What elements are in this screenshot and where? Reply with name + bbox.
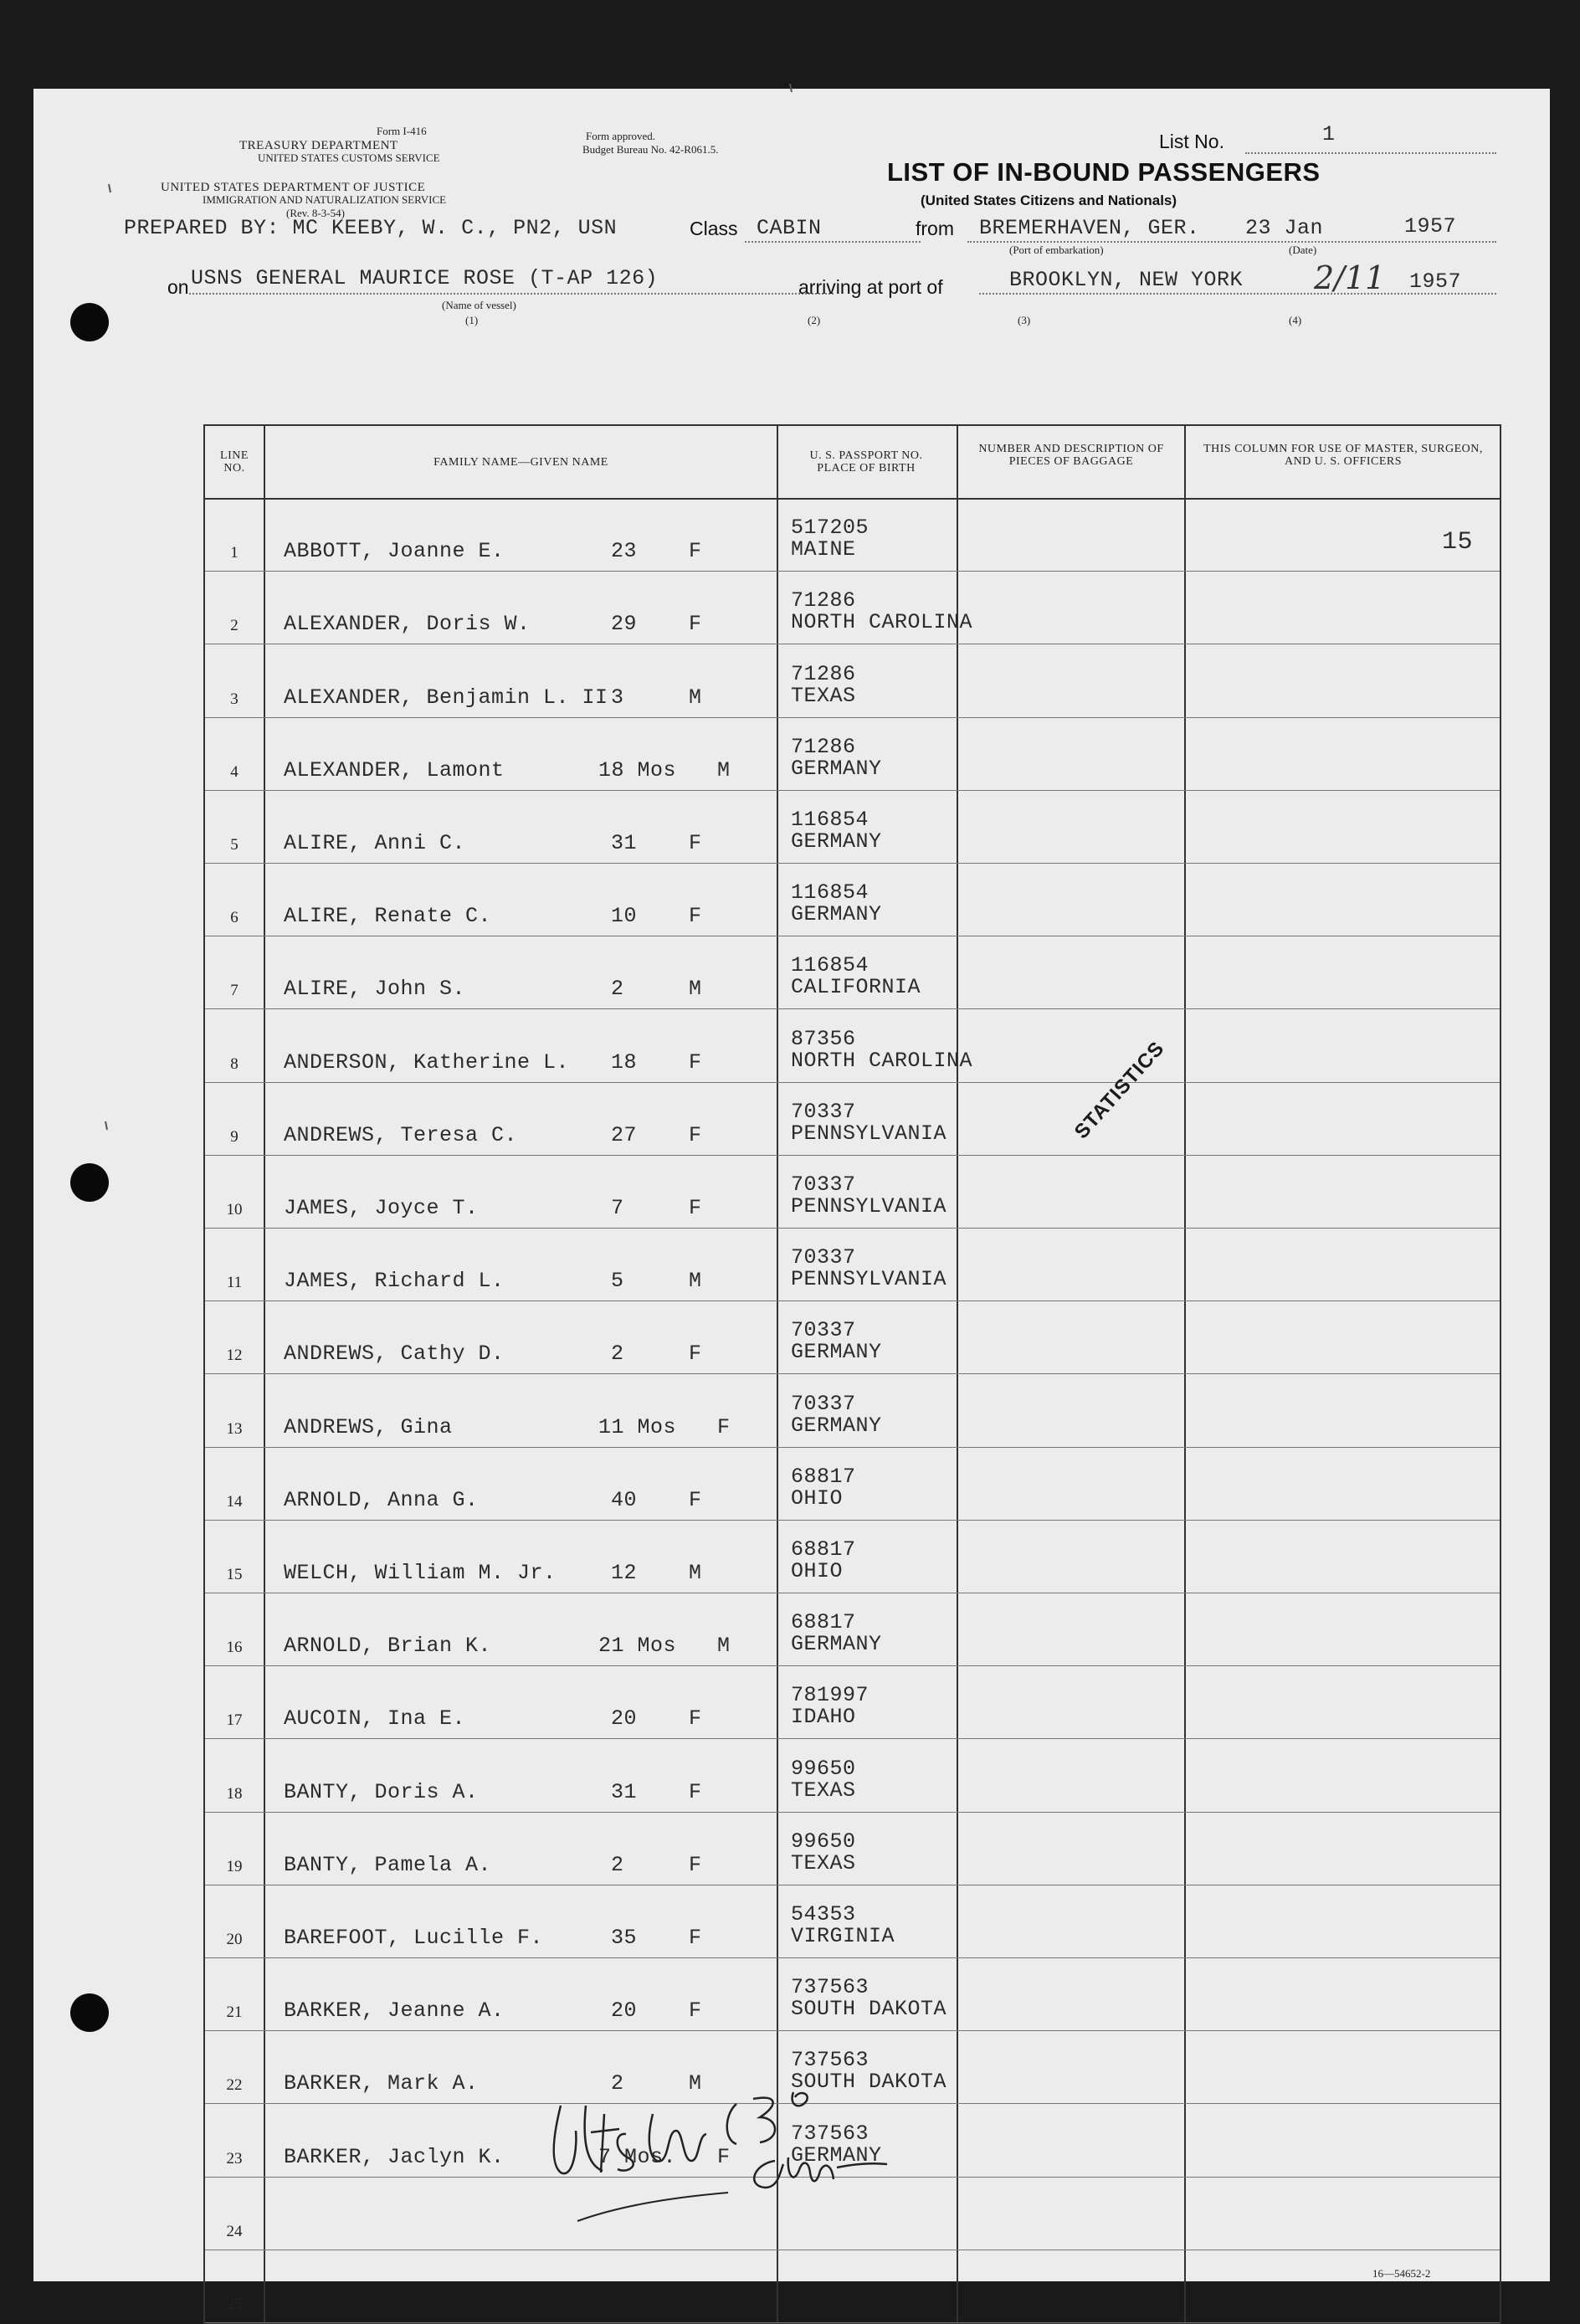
row-line-number: 25 [226,2295,243,2313]
passenger-sex: F [689,1706,702,1731]
col-header-line-no: LINE NO. [220,449,249,475]
passenger-name: BARKER, Jaclyn K. [284,2144,505,2169]
passenger-name: JAMES, Richard L. [284,1269,505,1294]
list-no-value: 1 [1322,122,1336,146]
passenger-sex: M [689,1560,702,1585]
place-of-birth: OHIO [791,1485,844,1511]
passenger-age: 27 [611,1122,638,1147]
passenger-age: 11 Mos [598,1414,677,1439]
passenger-age: 29 [611,612,638,637]
passport-number: 68817 [791,1464,856,1489]
passport-number: 70337 [791,1099,856,1124]
passport-number: 99650 [791,1756,856,1781]
place-of-birth: GERMANY [791,756,882,781]
place-of-birth: PENNSYLVANIA [791,1193,947,1218]
passenger-age: 40 [611,1487,638,1512]
row-line-number: 22 [226,2076,243,2095]
arriving-label: arriving at port of [798,276,943,298]
row-line-number: 15 [226,1565,243,1583]
passenger-name: ANDERSON, Katherine L. [284,1049,570,1075]
passenger-age: 18 Mos [598,757,677,782]
passenger-sex: F [689,612,702,637]
passenger-name: BARKER, Jeanne A. [284,1998,505,2024]
passenger-age: 2 [611,1852,624,1877]
row-line-number: 4 [230,762,239,781]
page-title: LIST OF IN-BOUND PASSENGERS [887,157,1321,187]
col-header-passport: U. S. PASSPORT NO. PLACE OF BIRTH [809,449,923,475]
passenger-name: ABBOTT, Joanne E. [284,539,505,564]
row-line-number: 14 [226,1492,243,1511]
place-of-birth: TEXAS [791,683,856,708]
place-of-birth: SOUTH DAKOTA [791,1997,947,2022]
row-line-number: 19 [226,1857,243,1875]
passport-number: 70337 [791,1245,856,1270]
passenger-sex: M [717,1634,731,1659]
place-of-birth: TEXAS [791,1778,856,1803]
budget-bureau: Budget Bureau No. 42-R061.5. [582,143,719,156]
row-line-number: 2 [230,617,239,635]
passenger-age: 18 [611,1049,638,1075]
passenger-name: ARNOLD, Anna G. [284,1487,479,1512]
passenger-name: ARNOLD, Brian K. [284,1634,492,1659]
passenger-sex: F [689,1049,702,1075]
passenger-age: 2 [611,977,624,1002]
row-line-number: 10 [226,1200,243,1218]
passenger-name: ALEXANDER, Doris W. [284,612,531,637]
embarkation-date: 23 Jan [1245,216,1324,240]
passenger-sex: M [689,2071,702,2096]
passenger-sex: M [689,685,702,710]
passenger-name: WELCH, William M. Jr. [284,1560,557,1585]
passenger-age: 3 [611,685,624,710]
passport-number: 68817 [791,1610,856,1635]
passenger-age: 21 Mos [598,1634,677,1659]
passenger-name: BANTY, Doris A. [284,1779,479,1804]
passenger-name: ALEXANDER, Lamont [284,757,505,782]
passenger-name: ANDREWS, Gina [284,1414,453,1439]
passenger-name: JAMES, Joyce T. [284,1195,479,1220]
place-of-birth: PENNSYLVANIA [791,1267,947,1292]
ins-service: IMMIGRATION AND NATURALIZATION SERVICE [203,193,447,206]
row-line-number: 1 [230,544,239,562]
place-of-birth: GERMANY [791,1340,882,1365]
row-line-number: 20 [226,1930,243,1948]
passenger-name: ALIRE, Renate C. [284,904,492,929]
list-no-label: List No. [1159,131,1224,152]
passenger-sex: F [717,1414,731,1439]
passenger-age: 31 [611,1779,638,1804]
embarkation-year: 1957 [1404,214,1457,239]
row-line-number: 23 [226,2149,243,2168]
passenger-age: 20 [611,1998,638,2024]
col-marker-2: (2) [808,314,821,326]
passport-number: 54353 [791,1901,856,1926]
place-of-birth: NORTH CAROLINA [791,1048,973,1073]
col-header-baggage: NUMBER AND DESCRIPTION OF PIECES OF BAGGAGE [978,443,1164,468]
passenger-name: ALEXANDER, Benjamin L. II [284,685,608,710]
statistics-stamp: STATISTICS [1070,1037,1169,1144]
revision-date: (Rev. 8-3-54) [286,207,345,219]
passport-number: 116854 [791,807,870,832]
passenger-sex: F [689,1852,702,1877]
passenger-name: BARKER, Mark A. [284,2071,479,2096]
place-of-birth: GERMANY [791,2142,882,2168]
passenger-age: 31 [611,830,638,855]
row-line-number: 18 [226,1784,243,1803]
passenger-age: 10 [611,904,638,929]
arrival-year: 1957 [1409,269,1462,294]
date-caption: (Date) [1289,244,1317,256]
passport-number: 71286 [791,661,856,686]
passport-number: 781997 [791,1683,870,1708]
passenger-name: BAREFOOT, Lucille F. [284,1925,544,1950]
row-line-number: 6 [230,909,239,927]
from-label: from [916,218,954,239]
passport-number: 737563 [791,2121,870,2146]
class-label: Class [690,218,738,239]
passport-number: 517205 [791,516,870,541]
row-line-number: 3 [230,690,239,708]
passenger-age: 23 [611,539,638,564]
place-of-birth: CALIFORNIA [791,975,921,1000]
embarkation-port: BREMERHAVEN, GER. [979,216,1200,240]
class-value: CABIN [757,216,822,240]
form-print-code: 16—54652-2 [1372,2267,1431,2280]
arrival-port: BROOKLYN, NEW YORK [1009,268,1244,292]
passenger-name: AUCOIN, Ina E. [284,1706,466,1731]
official-note-count: 15 [1442,528,1474,557]
passenger-age: 5 [611,1269,624,1294]
passenger-sex: F [689,1342,702,1367]
place-of-birth: NORTH CAROLINA [791,610,973,635]
page-subtitle: (United States Citizens and Nationals) [921,192,1177,208]
passenger-age: 2 [611,2071,624,2096]
row-line-number: 9 [230,1127,239,1146]
place-of-birth: TEXAS [791,1850,856,1875]
row-line-number: 21 [226,2003,243,2022]
passenger-sex: F [689,904,702,929]
customs-service: UNITED STATES CUSTOMS SERVICE [258,151,440,164]
passenger-age: 20 [611,1706,638,1731]
passenger-sex: M [689,1269,702,1294]
row-line-number: 11 [226,1274,243,1292]
place-of-birth: VIRGINIA [791,1923,895,1948]
passenger-sex: M [717,757,731,782]
prepared-by: PREPARED BY: MC KEEBY, W. C., PN2, USN [124,216,618,240]
passenger-name: ALIRE, Anni C. [284,830,466,855]
passport-number: 68817 [791,1537,856,1562]
passenger-sex: F [717,2144,731,2169]
passenger-sex: F [689,1487,702,1512]
passport-number: 99650 [791,1829,856,1854]
place-of-birth: OHIO [791,1558,844,1583]
vessel-name: USNS GENERAL MAURICE ROSE (T-AP 126) [191,266,659,290]
passenger-sex: F [689,1122,702,1147]
passenger-age: 12 [611,1560,638,1585]
passport-number: 116854 [791,880,870,905]
vessel-caption: (Name of vessel) [442,299,516,311]
passport-number: 71286 [791,734,856,759]
passenger-name: BANTY, Pamela A. [284,1852,492,1877]
passport-number: 70337 [791,1172,856,1197]
col-marker-3: (3) [1018,314,1031,326]
passenger-name: ANDREWS, Cathy D. [284,1342,505,1367]
row-line-number: 24 [226,2222,243,2240]
row-line-number: 5 [230,835,239,854]
passenger-sex: F [689,830,702,855]
passport-number: 737563 [791,2048,870,2073]
passport-number: 70337 [791,1318,856,1343]
passenger-sex: F [689,539,702,564]
col-marker-1: (1) [465,314,479,326]
passport-number: 737563 [791,1975,870,2000]
place-of-birth: GERMANY [791,902,882,927]
justice-dept: UNITED STATES DEPARTMENT OF JUSTICE [161,181,426,194]
place-of-birth: GERMANY [791,1632,882,1657]
row-line-number: 7 [230,982,239,1000]
place-of-birth: MAINE [791,537,856,562]
row-line-number: 12 [226,1347,243,1365]
passenger-sex: F [689,1195,702,1220]
port-caption: (Port of embarkation) [1009,244,1104,256]
passport-number: 116854 [791,953,870,978]
row-line-number: 17 [226,1711,243,1730]
treasury-dept: TREASURY DEPARTMENT [239,139,398,152]
place-of-birth: PENNSYLVANIA [791,1121,947,1146]
passenger-sex: F [689,1779,702,1804]
passenger-age: 7 [611,1195,624,1220]
passport-number: 87356 [791,1026,856,1051]
place-of-birth: GERMANY [791,829,882,854]
passenger-age: 7 Mos. [598,2144,677,2169]
row-line-number: 8 [230,1054,239,1073]
form-approved: Form approved. [586,130,656,142]
row-line-number: 13 [226,1419,243,1438]
passenger-age: 35 [611,1925,638,1950]
passport-number: 70337 [791,1391,856,1416]
passenger-sex: F [689,1925,702,1950]
col-header-name: FAMILY NAME—GIVEN NAME [433,456,608,469]
passenger-age: 2 [611,1342,624,1367]
passenger-name: ANDREWS, Teresa C. [284,1122,518,1147]
row-divider [205,2322,1500,2323]
form-number: Form I-416 [377,125,427,137]
place-of-birth: GERMANY [791,1413,882,1438]
passport-number: 71286 [791,588,856,613]
passenger-sex: M [689,977,702,1002]
on-label: on [167,276,189,298]
col-header-officers: THIS COLUMN FOR USE OF MASTER, SURGEON, AND U. S. OFFICERS [1203,443,1483,468]
passenger-sex: F [689,1998,702,2024]
place-of-birth: SOUTH DAKOTA [791,2070,947,2095]
col-marker-4: (4) [1289,314,1302,326]
row-line-number: 16 [226,1639,243,1657]
arrival-date: 2/11 [1314,259,1386,296]
passenger-name: ALIRE, John S. [284,977,466,1002]
place-of-birth: IDAHO [791,1705,856,1730]
